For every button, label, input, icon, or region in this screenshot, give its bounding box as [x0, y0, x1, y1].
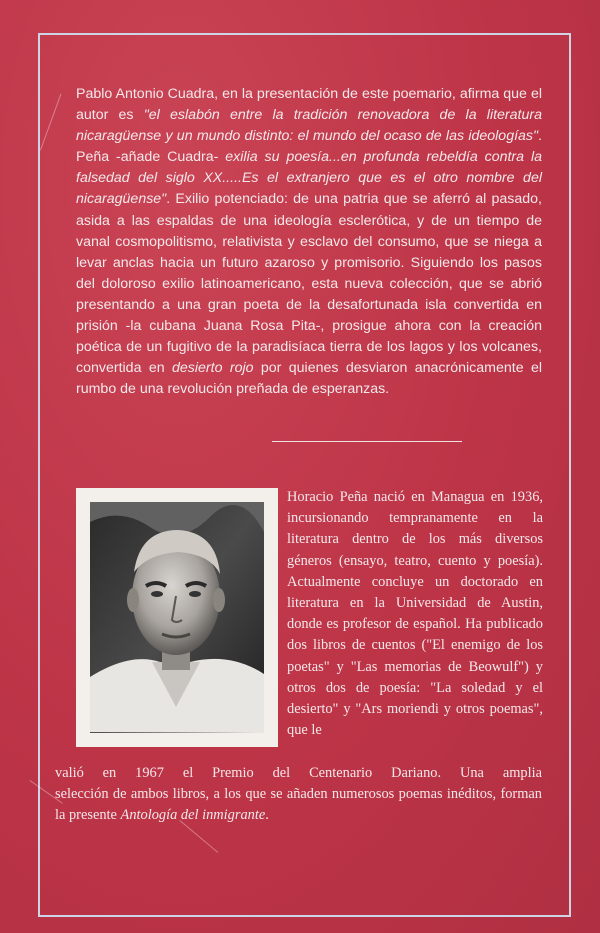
- book-title: Antología del inmigrante: [120, 807, 266, 824]
- bio-rest-text: [55, 784, 542, 826]
- quote-3: desierto rojo: [172, 360, 254, 377]
- separator-rule: [272, 441, 462, 442]
- presentation-text-4: por quienes desviaron anacrónicamente el rumbo de una revolución preñada de esperanzas.: [76, 360, 543, 398]
- presentation-paragraph: [76, 84, 542, 400]
- quote-1: "el eslabón entre la tradición renovadora de la literatura nicaragüense y un mundo distinto: el mundo del ocaso de las ideologías": [76, 107, 542, 145]
- presentation-text-1: Pablo Antonio Cuadra, en la presentación de este poemario, afirma que el autor es: [76, 86, 542, 124]
- author-portrait-image: [90, 502, 264, 733]
- bio-line-1: valió en 1967 el Premio del Centenario Dariano. Una amplia: [55, 765, 542, 781]
- bio-continued: [55, 763, 542, 827]
- presentation-text-2: . Peña -añade Cuadra-: [76, 128, 542, 166]
- bio-end: .: [265, 807, 269, 824]
- bio-rest: selección de ambos libros, a los que se añaden numerosos poemas inéditos, forman la presente: [55, 786, 542, 824]
- bio-side-text: Horacio Peña nació en Managua en 1936, incursionando tempranamente en la literatura dentro de los más diversos géneros (ensayo, teatro, cuento y poesía). Actualmente concluye un doctorado en literatura en la Universidad de Austin, donde es profesor de español. Ha publicado dos libros de cuentos ("El enemigo de los poetas" y "Las memorias de Beowulf") y otros dos de poesía: "La soledad y el desierto" y "Ars moriendi y otros poemas", que le: [287, 489, 543, 739]
- presentation-text-3: . Exilio potenciado: de una patria que se aferró al pasado, asida a las espaldas de una ideología esclerótica, y de un tiempo de vanal cosmopolitismo, relativista y esclavo del consumo, que se niega a levar anclas hacia un futuro azaroso y promisorio. Siguiendo los pasos del doloroso exilio latinoamericano, esta nueva colección, que se abrió presentando a una gran poeta de la desafortunada isla convertida en prisión -la cubana Juana Rosa Pita-, prosigue ahora con la creación poética de un fugitivo de la paradisíaca tierra de los lagos y los volcanes, convertida en: [76, 191, 542, 377]
- quote-2: exilia su poesía...en profunda rebeldía contra la falsedad del siglo XX.....Es el extranjero que es el otro nombre del nicaragüense": [76, 149, 542, 208]
- author-photo: [76, 488, 278, 747]
